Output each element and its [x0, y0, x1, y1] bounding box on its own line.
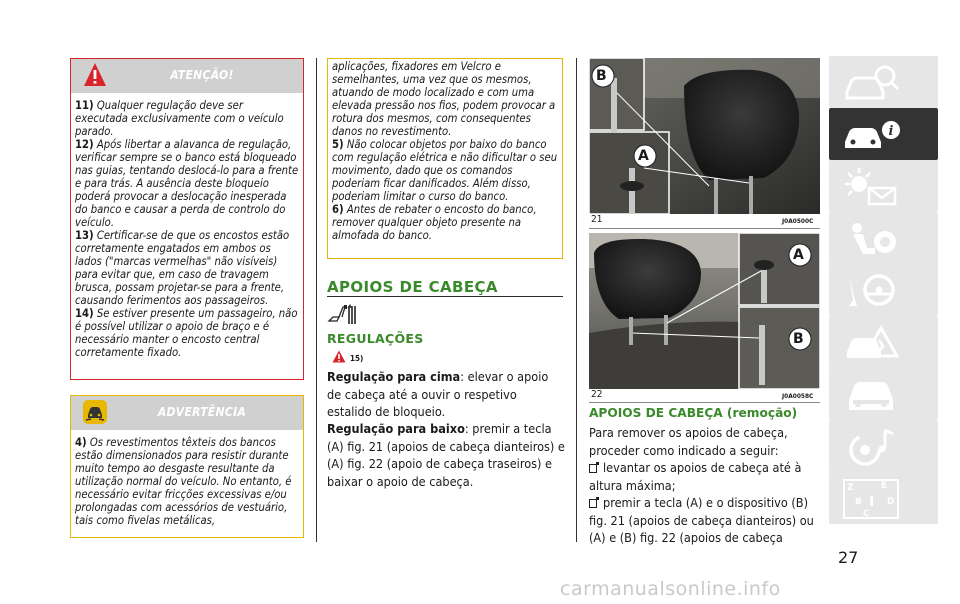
figure-number: 21	[591, 214, 603, 225]
paragraph-down: Regulação para baixo: premir a tecla (A) fig. 21 (apoios de cabeça dianteiros) e (A) fig. 22 (apoio de cabeça traseiros) e baixar o apoio de cabeça.	[327, 421, 565, 489]
sidebar-tab-index[interactable]	[829, 472, 938, 524]
figure-code: J0A0500C	[782, 217, 814, 225]
column-divider	[316, 58, 317, 542]
advert-title: ADVERTÊNCIA	[157, 405, 247, 419]
sidebar-tab-safety[interactable]	[829, 212, 938, 264]
advert-header	[71, 396, 303, 430]
figure-code: J0A0058C	[782, 392, 814, 400]
maintenance-icon	[841, 374, 901, 416]
warning-box	[70, 58, 304, 380]
bullet-icon	[589, 464, 597, 473]
emergency-icon	[841, 322, 901, 364]
warning-item: 14) Se estiver presente um passageiro, não é possível utilizar o apoio de braço e é necessário manter o encosto central corretamente fixado.	[75, 307, 298, 359]
removal-step: levantar os apoios de cabeça até à altura máxima;	[589, 460, 802, 493]
sidebar-tab-driving[interactable]	[829, 264, 938, 316]
figure-21-image	[589, 58, 820, 214]
subsection-heading: REGULAÇÕES	[327, 331, 424, 346]
heading-rule	[327, 296, 563, 297]
warning-title: ATENÇÃO!	[170, 68, 234, 82]
svg-text:C: C	[863, 509, 870, 519]
label-b: B	[596, 68, 607, 84]
sidebar-tab-multimedia[interactable]	[829, 420, 938, 472]
warning-ref: 15)	[350, 354, 364, 363]
label-a: A	[638, 148, 649, 164]
sidebar-tab-maintenance[interactable]	[829, 368, 938, 420]
driving-icon	[841, 270, 901, 312]
warning-item: 12) Após libertar a alavanca de regulação, verificar sempre se o banco está bloqueado nas guias, tentando deslocá-lo para a frente e para trás. A ausência deste bloqueio poderá provocar a deslocação inesperada do banco e causar a perda de controlo do veículo.	[75, 138, 299, 229]
advert-body: 4) Os revestimentos têxteis dos bancos estão dimensionados para resistir durante muito tempo ao desgaste resultante da utilização normal do veículo. No entanto, é necessário evitar fricções excessivas e/ou prolongadas com acessórios de vestuário, tais como fivelas metálicas,	[75, 436, 292, 527]
seat-adjust-icon	[327, 304, 357, 326]
paragraph-up: Regulação para cima: elevar o apoio de cabeça até a ouvir o respetivo estalido de bloqueio.	[327, 369, 549, 419]
warning-ref-icon	[332, 350, 346, 363]
bullet-icon	[589, 499, 597, 508]
section-heading: APOIOS DE CABEÇA (remoção)	[589, 406, 798, 420]
label-b: B	[793, 331, 804, 347]
search-car-icon	[841, 62, 901, 104]
watermark: carmanualsonline.info	[560, 578, 781, 600]
svg-text:Z: Z	[847, 483, 854, 493]
removal-step: premir a tecla (A) e o dispositivo (B) fig. 21 (apoios de cabeça dianteiros) ou (A) e (B) fig. 22 (apoios de cabeça	[589, 495, 814, 545]
index-icon	[841, 478, 901, 520]
svg-text:I: I	[869, 494, 875, 510]
advert-continuation-box	[327, 58, 563, 259]
section-heading: APOIOS DE CABEÇA	[327, 278, 498, 296]
sidebar-tab-search-car[interactable]	[829, 56, 938, 108]
figure-rule	[589, 402, 820, 403]
advert-continuation-text: aplicações, fixadores em Velcro e semelhantes, uma vez que os mesmos, atuando de modo localizado e com uma elevada pressão nos fios, podem provocar a rotura dos mesmos, com consequentes danos no revestimento.	[332, 60, 556, 138]
multimedia-icon	[841, 426, 901, 468]
warning-item: 13) Certificar-se de que os encostos estão corretamente engatados em ambos os lados ("marcas vermelhas" não visíveis) para evitar que, em caso de travagem brusca, possam projetar-se para a frente, causando ferimentos aos passageiros.	[75, 229, 290, 307]
removal-intro: Para remover os apoios de cabeça, proceder como indicado a seguir:	[589, 425, 788, 458]
sidebar-tab-emergency[interactable]	[829, 316, 938, 368]
svg-text:D: D	[887, 497, 895, 507]
label-a: A	[793, 247, 804, 263]
figure-rule	[589, 228, 820, 229]
svg-text:E: E	[881, 481, 888, 491]
advert-box	[70, 395, 304, 538]
warning-lights-icon	[841, 166, 901, 208]
safety-icon	[841, 218, 901, 260]
warning-item: 11) Qualquer regulação deve ser executada exclusivamente com o veículo parado.	[75, 99, 284, 138]
sidebar-tab-warning-lights[interactable]	[829, 160, 938, 212]
svg-text:i: i	[888, 124, 894, 139]
advert-item: 6) Antes de rebater o encosto do banco, remover qualquer objeto presente na almofada do banco.	[332, 203, 537, 242]
sidebar-tab-car-info[interactable]	[829, 108, 938, 160]
figure-22-image	[589, 233, 820, 389]
warning-header	[71, 59, 303, 93]
warning-body	[71, 93, 303, 359]
column-divider	[576, 58, 577, 542]
figure-number: 22	[591, 389, 603, 400]
page-number: 27	[838, 548, 859, 567]
advert-item: 5) Não colocar objetos por baixo do banco com regulação elétrica e não dificultar o seu movimento, dado que os comandos poderiam ficar danificados. Além disso, poderiam limitar o curso do banco.	[332, 138, 558, 203]
car-info-icon	[841, 114, 901, 156]
svg-text:B: B	[855, 497, 862, 507]
